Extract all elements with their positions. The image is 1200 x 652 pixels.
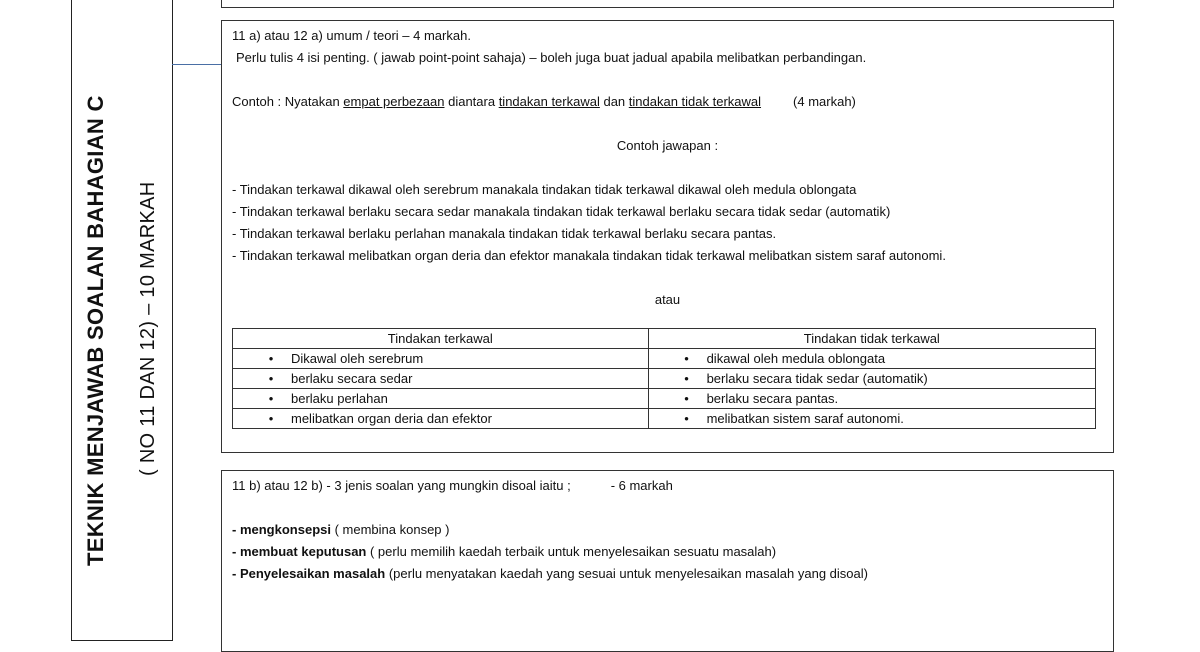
bullet: • bbox=[268, 351, 274, 366]
section-b-heading bbox=[232, 478, 673, 493]
question-type-item bbox=[232, 566, 868, 581]
section-a-box bbox=[221, 20, 1114, 453]
previous-section-box bbox=[221, 0, 1114, 8]
cell-text: berlaku perlahan bbox=[291, 391, 388, 406]
table-cell bbox=[233, 389, 649, 409]
bullet: • bbox=[684, 351, 689, 366]
answer-line: - Tindakan terkawal berlaku perlahan manakala tindakan tidak terkawal berlaku secara pantas. bbox=[232, 226, 777, 241]
example-underline-3: tindakan tidak terkawal bbox=[628, 94, 762, 109]
sidebar-subtitle: ( NO 11 DAN 12) – 10 MARKAH bbox=[137, 181, 159, 476]
example-question bbox=[232, 94, 856, 109]
table-row bbox=[233, 349, 1096, 369]
section-a-heading: 11 a) atau 12 a) umum / teori – 4 markah. bbox=[232, 28, 471, 43]
item-prefix: - bbox=[232, 566, 240, 581]
item-rest: (perlu menyatakan kaedah yang sesuai untuk menyelesaikan masalah yang disoal) bbox=[385, 566, 868, 581]
example-underline-2: tindakan terkawal bbox=[498, 94, 600, 109]
connector-line bbox=[172, 64, 222, 65]
section-b-box bbox=[221, 470, 1114, 652]
example-underline-1: empat perbezaan bbox=[343, 94, 445, 109]
table-header: Tindakan tidak terkawal bbox=[648, 329, 1095, 349]
table-header-row bbox=[233, 329, 1096, 349]
table-cell bbox=[233, 349, 649, 369]
table-cell bbox=[233, 369, 649, 389]
table-row bbox=[233, 409, 1096, 429]
table-cell bbox=[648, 349, 1095, 369]
answer-line: - Tindakan terkawal berlaku secara sedar manakala tindakan tidak terkawal berlaku secara tidak sedar (automatik) bbox=[232, 204, 891, 219]
example-mid-1: diantara bbox=[444, 94, 499, 109]
table-cell bbox=[648, 409, 1095, 429]
table-cell bbox=[648, 389, 1095, 409]
item-bold: membuat keputusan bbox=[239, 544, 367, 559]
cell-text: melibatkan sistem saraf autonomi. bbox=[706, 411, 904, 426]
item-prefix: - bbox=[232, 522, 240, 537]
comparison-table bbox=[232, 328, 1096, 429]
item-rest: ( membina konsep ) bbox=[330, 522, 450, 537]
item-bold: Penyelesaikan masalah bbox=[239, 566, 386, 581]
or-text: atau bbox=[654, 292, 681, 307]
item-bold: mengkonsepsi bbox=[239, 522, 331, 537]
table-cell bbox=[648, 369, 1095, 389]
section-b-marks: - 6 markah bbox=[610, 478, 673, 493]
item-rest: ( perlu memilih kaedah terbaik untuk menyelesaikan sesuatu masalah) bbox=[366, 544, 777, 559]
example-marks: (4 markah) bbox=[793, 94, 856, 109]
example-prefix: Contoh : Nyatakan bbox=[232, 94, 344, 109]
cell-text: berlaku secara tidak sedar (automatik) bbox=[706, 371, 928, 386]
table-row bbox=[233, 369, 1096, 389]
cell-text: dikawal oleh medula oblongata bbox=[706, 351, 886, 366]
section-a-instruction: Perlu tulis 4 isi penting. ( jawab point-point sahaja) – boleh juga buat jadual apabila melibatkan perbandingan. bbox=[236, 50, 867, 65]
cell-text: berlaku secara pantas. bbox=[706, 391, 839, 406]
question-type-item bbox=[232, 544, 776, 559]
answer-line: - Tindakan terkawal melibatkan organ deria dan efektor manakala tindakan tidak terkawal melibatkan sistem saraf autonomi. bbox=[232, 248, 946, 263]
cell-text: melibatkan organ deria dan efektor bbox=[291, 411, 492, 426]
cell-text: Dikawal oleh serebrum bbox=[291, 351, 424, 366]
bullet: • bbox=[684, 411, 689, 426]
bullet: • bbox=[268, 371, 274, 386]
sidebar-title: TEKNIK MENJAWAB SOALAN BAHAGIAN C bbox=[83, 95, 108, 566]
table-header: Tindakan terkawal bbox=[233, 329, 649, 349]
bullet: • bbox=[684, 391, 689, 406]
section-b-heading-text: 11 b) atau 12 b) - 3 jenis soalan yang mungkin disoal iaitu ; bbox=[232, 478, 571, 493]
example-mid-2: dan bbox=[599, 94, 629, 109]
bullet: • bbox=[268, 411, 274, 426]
answer-heading: Contoh jawapan : bbox=[616, 138, 719, 153]
table-cell bbox=[233, 409, 649, 429]
question-type-item bbox=[232, 522, 449, 537]
answer-line: - Tindakan terkawal dikawal oleh serebrum manakala tindakan tidak terkawal dikawal oleh medula oblongata bbox=[232, 182, 857, 197]
bullet: • bbox=[684, 371, 689, 386]
bullet: • bbox=[268, 391, 274, 406]
table-row bbox=[233, 389, 1096, 409]
item-prefix: - bbox=[232, 544, 240, 559]
cell-text: berlaku secara sedar bbox=[291, 371, 413, 386]
